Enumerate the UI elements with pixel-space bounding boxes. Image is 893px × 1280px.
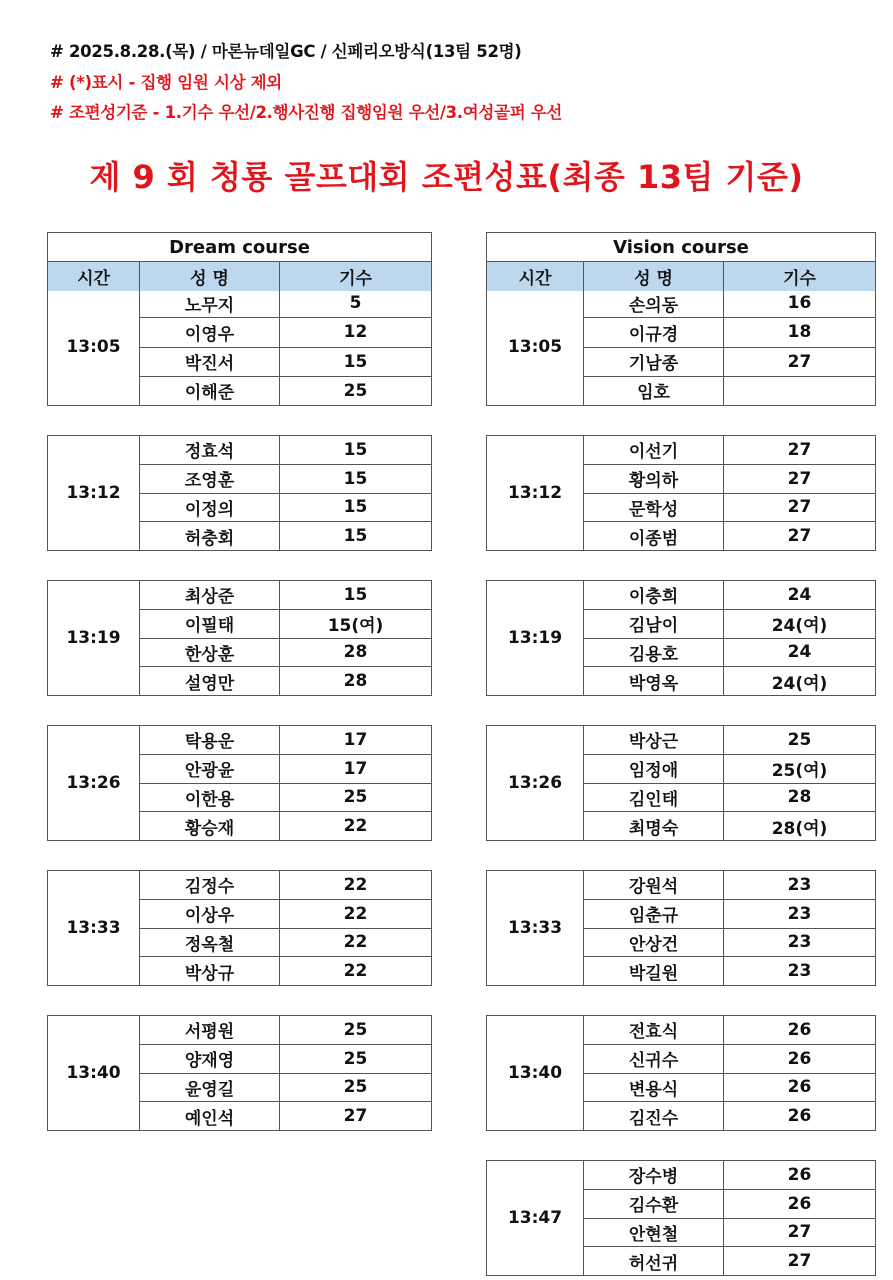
player-generation: 23 — [787, 903, 812, 924]
player-row — [140, 900, 431, 929]
player-name: 신귀수 — [584, 1045, 724, 1073]
player-row — [140, 639, 431, 668]
player-row — [584, 1161, 875, 1190]
player-generation: 28(여) — [771, 818, 828, 839]
player-row — [140, 784, 431, 813]
tee-time-group — [486, 1160, 876, 1276]
tee-time-group — [486, 289, 876, 406]
player-row — [584, 1016, 875, 1045]
player-generation: 16 — [787, 293, 812, 314]
tee-time: 13:47 — [487, 1161, 584, 1275]
player-generation: 27 — [787, 351, 812, 372]
player-row — [140, 1102, 431, 1130]
player-name: 허충회 — [140, 522, 280, 550]
player-row — [584, 522, 875, 550]
player-generation: 24 — [787, 642, 812, 663]
player-generation: 15 — [343, 439, 368, 460]
player-generation: 15 — [343, 468, 368, 489]
player-row — [140, 377, 431, 405]
tee-time-group — [47, 1015, 432, 1131]
player-name: 문학성 — [584, 494, 724, 522]
player-generation: 24(여) — [771, 673, 828, 694]
player-generation: 28 — [787, 787, 812, 808]
player-row — [140, 1074, 431, 1103]
player-row — [584, 957, 875, 985]
player-row — [584, 1219, 875, 1248]
tee-time-group — [486, 725, 876, 841]
player-generation: 17 — [343, 729, 368, 750]
player-row — [140, 812, 431, 840]
player-row — [584, 1247, 875, 1275]
player-name: 김인태 — [584, 784, 724, 812]
player-name: 임호 — [584, 377, 724, 405]
column-headers — [48, 262, 431, 291]
player-generation: 26 — [787, 1106, 812, 1127]
player-name: 김정수 — [140, 871, 280, 899]
player-generation — [724, 377, 875, 405]
player-name: 임춘규 — [584, 900, 724, 928]
player-name: 황의하 — [584, 465, 724, 493]
tee-time: 13:12 — [48, 436, 140, 550]
player-name: 박상규 — [140, 957, 280, 985]
player-generation: 25 — [343, 1077, 368, 1098]
player-row — [140, 581, 431, 610]
player-generation: 28 — [343, 642, 368, 663]
tee-time-group — [47, 870, 432, 986]
column-headers — [487, 262, 875, 291]
player-name: 이영우 — [140, 318, 280, 346]
player-name: 변용식 — [584, 1074, 724, 1102]
tee-time: 13:19 — [487, 581, 584, 695]
player-row — [584, 581, 875, 610]
player-row — [140, 318, 431, 347]
player-name: 이정의 — [140, 494, 280, 522]
player-generation: 27 — [787, 497, 812, 518]
player-name: 김수환 — [584, 1190, 724, 1218]
player-name: 강원석 — [584, 871, 724, 899]
player-name: 이선기 — [584, 436, 724, 464]
player-row — [584, 494, 875, 523]
player-generation: 26 — [787, 1193, 812, 1214]
player-row — [584, 348, 875, 377]
player-generation: 28 — [343, 671, 368, 692]
player-row — [584, 1074, 875, 1103]
tee-time-group — [47, 435, 432, 551]
player-generation: 25(여) — [771, 761, 828, 782]
player-name: 장수병 — [584, 1161, 724, 1189]
player-name: 김진수 — [584, 1102, 724, 1130]
player-generation: 12 — [343, 322, 368, 343]
player-generation: 25 — [343, 787, 368, 808]
player-name: 이규경 — [584, 318, 724, 346]
event-info-note: # 2025.8.28.(목) / 마론뉴데일GC / 신페리오방식(13팀 52명) — [50, 42, 522, 61]
player-generation: 25 — [787, 729, 812, 750]
player-row — [140, 1045, 431, 1074]
player-name: 윤영길 — [140, 1074, 280, 1102]
tee-time-group — [47, 289, 432, 406]
player-row — [584, 639, 875, 668]
player-name: 이충희 — [584, 581, 724, 609]
player-row — [584, 667, 875, 695]
player-generation: 25 — [343, 380, 368, 401]
tee-time-group — [486, 870, 876, 986]
player-name: 예인석 — [140, 1102, 280, 1130]
player-row — [140, 465, 431, 494]
grouping-criteria-note: # 조편성기준 - 1.기수 우선/2.행사진행 집행임원 우선/3.여성골퍼 우선 — [50, 103, 563, 122]
award-exclusion-note: # (*)표시 - 집행 임원 시상 제외 — [50, 73, 282, 92]
tee-time: 13:19 — [48, 581, 140, 695]
player-name: 최상준 — [140, 581, 280, 609]
tee-time: 13:33 — [48, 871, 140, 985]
player-generation: 27 — [787, 526, 812, 547]
player-name: 임정애 — [584, 755, 724, 783]
player-generation: 26 — [787, 1019, 812, 1040]
player-name: 이해준 — [140, 377, 280, 405]
player-generation: 27 — [343, 1106, 368, 1127]
player-generation: 26 — [787, 1048, 812, 1069]
player-generation: 22 — [343, 932, 368, 953]
player-row — [584, 377, 875, 405]
player-row — [584, 900, 875, 929]
player-row — [140, 929, 431, 958]
player-row — [140, 348, 431, 377]
player-row — [584, 755, 875, 784]
player-name: 이필태 — [140, 610, 280, 638]
player-row — [140, 610, 431, 639]
tee-time-group — [47, 725, 432, 841]
player-row — [584, 871, 875, 900]
player-generation: 15 — [343, 497, 368, 518]
player-name: 박영옥 — [584, 667, 724, 695]
player-name: 안광윤 — [140, 755, 280, 783]
player-row — [140, 871, 431, 900]
player-row — [584, 1190, 875, 1219]
column-header-generation: 기수 — [339, 269, 372, 289]
player-name: 조영훈 — [140, 465, 280, 493]
player-name: 탁용운 — [140, 726, 280, 754]
player-row — [140, 436, 431, 465]
course-header — [47, 232, 432, 291]
player-name: 안현철 — [584, 1219, 724, 1247]
player-generation: 15 — [343, 351, 368, 372]
player-name: 최명숙 — [584, 812, 724, 840]
tee-time: 13:33 — [487, 871, 584, 985]
player-name: 설영만 — [140, 667, 280, 695]
player-row — [140, 755, 431, 784]
player-name: 이종범 — [584, 522, 724, 550]
tee-time: 13:26 — [487, 726, 584, 840]
player-row — [140, 494, 431, 523]
tee-time: 13:05 — [487, 289, 584, 405]
player-name: 이한용 — [140, 784, 280, 812]
tee-time-group — [47, 580, 432, 696]
player-row — [140, 667, 431, 695]
player-name: 박진서 — [140, 348, 280, 376]
player-name: 양재영 — [140, 1045, 280, 1073]
player-row — [584, 289, 875, 318]
column-header-name: 성 명 — [140, 262, 280, 291]
player-generation: 23 — [787, 932, 812, 953]
player-generation: 23 — [787, 961, 812, 982]
player-generation: 27 — [787, 439, 812, 460]
player-generation: 26 — [787, 1077, 812, 1098]
player-name: 김용호 — [584, 639, 724, 667]
player-generation: 5 — [349, 293, 362, 314]
player-generation: 26 — [787, 1164, 812, 1185]
player-generation: 27 — [787, 1222, 812, 1243]
player-row — [584, 436, 875, 465]
player-row — [140, 1016, 431, 1045]
player-generation: 24(여) — [771, 616, 828, 637]
player-generation: 15 — [343, 584, 368, 605]
tee-time: 13:26 — [48, 726, 140, 840]
player-row — [140, 957, 431, 985]
column-header-time: 시간 — [487, 262, 584, 291]
player-row — [584, 465, 875, 494]
player-name: 박상근 — [584, 726, 724, 754]
player-row — [584, 1045, 875, 1074]
player-generation: 23 — [787, 874, 812, 895]
course-header — [486, 232, 876, 291]
player-name: 이상우 — [140, 900, 280, 928]
player-name: 전효식 — [584, 1016, 724, 1044]
player-generation: 15 — [343, 526, 368, 547]
player-generation: 24 — [787, 584, 812, 605]
course-title: Dream course — [48, 233, 431, 262]
player-row — [140, 289, 431, 318]
player-row — [584, 610, 875, 639]
player-name: 한상훈 — [140, 639, 280, 667]
player-generation: 25 — [343, 1048, 368, 1069]
player-row — [584, 784, 875, 813]
player-generation: 22 — [343, 903, 368, 924]
column-header-time: 시간 — [48, 262, 140, 291]
player-generation: 22 — [343, 961, 368, 982]
player-name: 정효석 — [140, 436, 280, 464]
column-header-generation: 기수 — [783, 269, 816, 289]
tee-time-group — [486, 435, 876, 551]
player-generation: 22 — [343, 874, 368, 895]
player-row — [584, 929, 875, 958]
player-name: 황승재 — [140, 812, 280, 840]
tee-time: 13:05 — [48, 289, 140, 405]
player-row — [584, 726, 875, 755]
player-row — [584, 812, 875, 840]
column-header-name: 성 명 — [584, 262, 724, 291]
tee-time: 13:40 — [487, 1016, 584, 1130]
player-generation: 15(여) — [327, 616, 384, 637]
player-name: 안상건 — [584, 929, 724, 957]
page-title: 제 9 회 청룡 골프대회 조편성표(최종 13팀 기준) — [89, 158, 804, 196]
player-row — [584, 1102, 875, 1130]
player-name: 김남이 — [584, 610, 724, 638]
player-row — [140, 522, 431, 550]
course-title: Vision course — [487, 233, 875, 262]
player-name: 기남종 — [584, 348, 724, 376]
player-generation: 17 — [343, 758, 368, 779]
player-generation: 18 — [787, 322, 812, 343]
player-generation: 25 — [343, 1019, 368, 1040]
player-name: 정옥철 — [140, 929, 280, 957]
player-name: 손의동 — [584, 289, 724, 317]
tee-time-group — [486, 580, 876, 696]
tee-time-group — [486, 1015, 876, 1131]
player-name: 서평원 — [140, 1016, 280, 1044]
player-name: 노무지 — [140, 289, 280, 317]
player-generation: 27 — [787, 1251, 812, 1272]
player-row — [140, 726, 431, 755]
tee-time: 13:12 — [487, 436, 584, 550]
tee-time: 13:40 — [48, 1016, 140, 1130]
player-name: 박길원 — [584, 957, 724, 985]
player-row — [584, 318, 875, 347]
player-name: 허선귀 — [584, 1247, 724, 1275]
player-generation: 27 — [787, 468, 812, 489]
player-generation: 22 — [343, 816, 368, 837]
